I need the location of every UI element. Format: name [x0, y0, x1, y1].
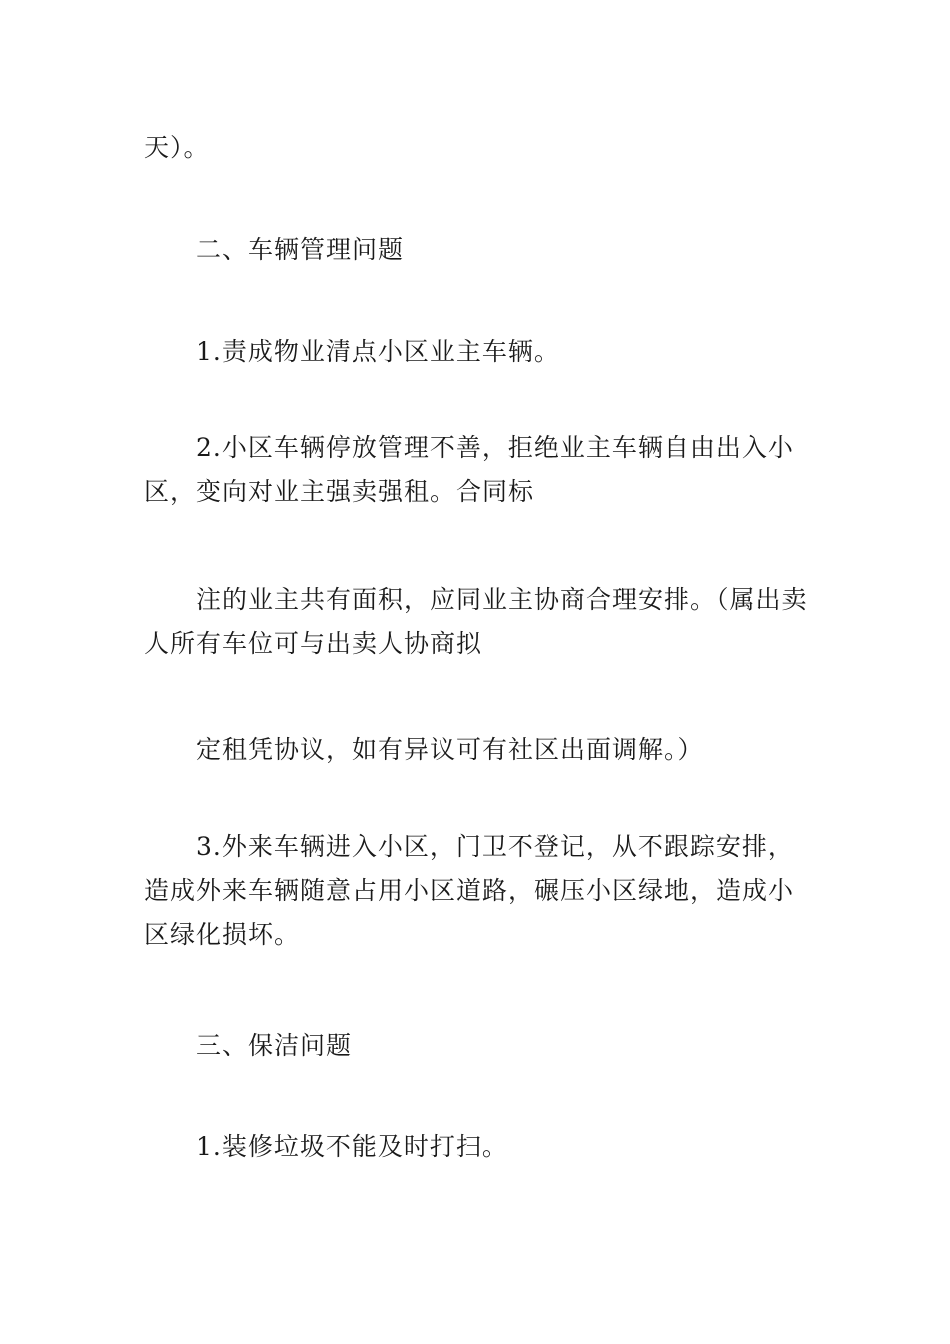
text-line: 注的业主共有面积，应同业主协商合理安排。（属出卖	[196, 585, 808, 614]
text-line: 区，变向对业主强卖强租。合同标	[144, 477, 535, 506]
text-line: 人所有车位可与出卖人协商拟	[144, 629, 483, 658]
paragraph-item-1	[144, 330, 810, 374]
text-line: 天）。	[144, 133, 210, 162]
paragraph-cleaning-item-1	[144, 1125, 810, 1169]
section-heading-vehicle-management	[144, 228, 810, 272]
text-line: 三、保洁问题	[196, 1031, 353, 1060]
section-heading-cleaning	[144, 1024, 810, 1068]
text-line: 3.外来车辆进入小区，门卫不登记，从不跟踪安排，	[196, 832, 794, 861]
paragraph-shared-area	[144, 578, 810, 666]
text-line: 1.责成物业清点小区业主车辆。	[196, 337, 560, 366]
text-line: 2.小区车辆停放管理不善，拒绝业主车辆自由出入小	[196, 433, 794, 462]
text-line: 1.装修垃圾不能及时打扫。	[196, 1132, 508, 1161]
text-line: 区绿化损坏。	[144, 920, 301, 949]
paragraph-item-2	[144, 426, 810, 514]
text-line: 造成外来车辆随意占用小区道路，碾压小区绿地，造成小	[144, 876, 795, 905]
paragraph-continuation	[144, 126, 810, 170]
text-line: 定租凭协议，如有异议可有社区出面调解。）	[196, 735, 704, 764]
paragraph-item-3	[144, 825, 810, 957]
paragraph-rental-agreement	[144, 728, 810, 772]
text-line: 二、车辆管理问题	[196, 235, 405, 264]
